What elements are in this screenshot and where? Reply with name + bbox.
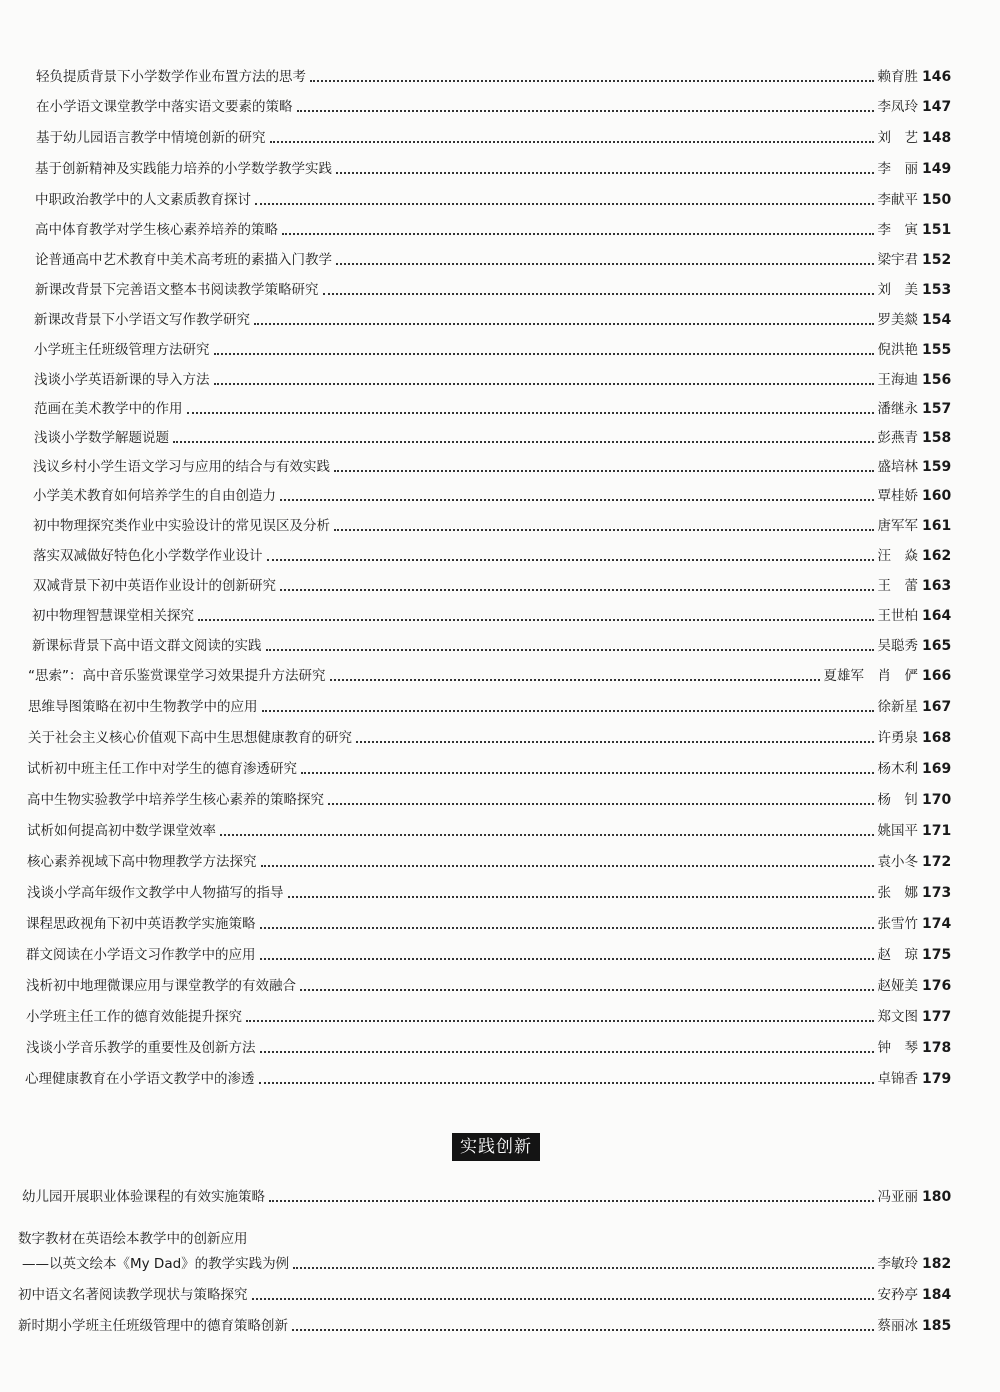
entry-page-number: 171 <box>922 823 952 839</box>
entry-author: 冯亚丽 <box>877 1189 918 1205</box>
dot-leader <box>328 803 874 805</box>
entry-page-number: 150 <box>922 192 952 208</box>
dot-leader <box>259 1082 874 1084</box>
dot-leader <box>297 110 874 112</box>
entry-author: 覃桂娇 <box>877 488 918 504</box>
entry-page-number: 164 <box>922 608 952 624</box>
entry-title: 小学班主任工作的德育效能提升探究 <box>26 1009 242 1025</box>
dot-leader <box>282 233 874 235</box>
entry-title: 中职政治教学中的人文素质教育探讨 <box>35 192 251 208</box>
entry-author: 赖育胜 <box>877 69 918 85</box>
entry-title: ——以英文绘本《My Dad》的教学实践为例 <box>22 1256 290 1272</box>
entry-page-number: 162 <box>922 548 952 564</box>
toc-entry[interactable] <box>27 876 952 902</box>
entry-author: 倪洪艳 <box>877 342 918 358</box>
entry-title: 思维导图策略在初中生物教学中的应用 <box>28 699 258 715</box>
toc-entry-main-title[interactable] <box>18 1222 248 1248</box>
entry-title: 落实双减做好特色化小学数学作业设计 <box>33 548 263 564</box>
toc-entry[interactable] <box>35 273 952 299</box>
entry-author: 汪 焱 <box>877 548 918 564</box>
toc-entry[interactable] <box>35 213 952 239</box>
entry-title: 新课改背景下小学语文写作教学研究 <box>34 312 250 328</box>
entry-title: 浅谈小学音乐教学的重要性及创新方法 <box>26 1040 256 1056</box>
dot-leader <box>198 619 874 621</box>
entry-page-number: 155 <box>922 342 952 358</box>
entry-author: 张 娜 <box>877 885 918 901</box>
toc-entry[interactable] <box>33 450 952 476</box>
entry-author: 郑文图 <box>877 1009 918 1025</box>
entry-author: 潘继永 <box>877 401 918 417</box>
dot-leader <box>330 679 820 681</box>
entry-author: 蔡丽冰 <box>877 1318 918 1334</box>
entry-page-number: 152 <box>922 252 952 268</box>
toc-entry[interactable] <box>27 783 952 809</box>
entry-title: 初中物理智慧课堂相关探究 <box>32 608 194 624</box>
dot-leader <box>254 323 874 325</box>
toc-entry[interactable] <box>22 1247 952 1273</box>
entry-page-number: 147 <box>922 99 952 115</box>
entry-page-number: 176 <box>922 978 952 994</box>
entry-page-number: 185 <box>922 1318 952 1334</box>
entry-page-number: 153 <box>922 282 952 298</box>
toc-entry[interactable] <box>26 938 952 964</box>
toc-entry[interactable] <box>34 421 952 447</box>
toc-entry[interactable] <box>32 629 952 655</box>
entry-title: 幼儿园开展职业体验课程的有效实施策略 <box>22 1189 265 1205</box>
entry-title: 初中语文名著阅读教学现状与策略探究 <box>18 1287 248 1303</box>
entry-title: 双减背景下初中英语作业设计的创新研究 <box>33 578 276 594</box>
dot-leader <box>334 529 874 531</box>
entry-page-number: 169 <box>922 761 952 777</box>
entry-title: 初中物理探究类作业中实验设计的常见误区及分析 <box>33 518 330 534</box>
toc-entry[interactable] <box>33 509 952 535</box>
toc-entry[interactable] <box>34 303 952 329</box>
entry-page-number: 160 <box>922 488 952 504</box>
toc-entry[interactable] <box>36 90 952 116</box>
entry-page-number: 177 <box>922 1009 952 1025</box>
toc-entry[interactable] <box>18 1309 952 1335</box>
toc-entry[interactable] <box>34 333 952 359</box>
entry-page-number: 156 <box>922 372 952 388</box>
entry-page-number: 170 <box>922 792 952 808</box>
entry-title: 论普通高中艺术教育中美术高考班的素描入门教学 <box>35 252 332 268</box>
dot-leader <box>269 1200 874 1202</box>
dot-leader <box>336 263 874 265</box>
dot-leader <box>280 589 874 591</box>
entry-author: 王 蕾 <box>877 578 918 594</box>
entry-title: 关于社会主义核心价值观下高中生思想健康教育的研究 <box>28 730 352 746</box>
dot-leader <box>310 80 874 82</box>
dot-leader <box>292 1329 874 1331</box>
dot-leader <box>293 1267 873 1269</box>
dot-leader <box>288 896 874 898</box>
entry-page-number: 163 <box>922 578 952 594</box>
dot-leader <box>252 1298 874 1300</box>
entry-page-number: 161 <box>922 518 952 534</box>
entry-page-number: 180 <box>922 1189 952 1205</box>
entry-page-number: 154 <box>922 312 952 328</box>
entry-title: 数字教材在英语绘本教学中的创新应用 <box>18 1231 248 1247</box>
toc-entry[interactable] <box>28 721 952 747</box>
toc-entry[interactable] <box>32 599 952 625</box>
toc-entry[interactable] <box>36 60 952 86</box>
entry-author: 卓锦香 <box>877 1071 918 1087</box>
dot-leader <box>255 203 874 205</box>
entry-author: 唐军军 <box>877 518 918 534</box>
entry-title: 高中体育教学对学生核心素养培养的策略 <box>35 222 278 238</box>
entry-page-number: 166 <box>922 668 952 684</box>
entry-title: 基于幼儿园语言教学中情境创新的研究 <box>36 130 266 146</box>
toc-entry[interactable] <box>33 479 952 505</box>
dot-leader <box>187 412 874 414</box>
entry-title: 课程思政视角下初中英语教学实施策略 <box>26 916 256 932</box>
toc-entry[interactable] <box>35 183 952 209</box>
entry-author: 盛培林 <box>877 459 918 475</box>
entry-page-number: 151 <box>922 222 952 238</box>
entry-author: 杨 钊 <box>877 792 918 808</box>
toc-entry[interactable] <box>35 152 952 178</box>
toc-entry[interactable] <box>25 1062 952 1088</box>
entry-page-number: 165 <box>922 638 952 654</box>
entry-page-number: 173 <box>922 885 952 901</box>
entry-author: 王海迪 <box>877 372 918 388</box>
entry-author: 张雪竹 <box>877 916 918 932</box>
entry-author: 许勇泉 <box>877 730 918 746</box>
entry-page-number: 174 <box>922 916 952 932</box>
entry-author: 王世柏 <box>877 608 918 624</box>
entry-page-number: 167 <box>922 699 952 715</box>
dot-leader <box>220 834 874 836</box>
entry-author: 梁宇君 <box>877 252 918 268</box>
dot-leader <box>301 772 874 774</box>
entry-page-number: 168 <box>922 730 952 746</box>
dot-leader <box>266 649 874 651</box>
dot-leader <box>270 141 874 143</box>
entry-page-number: 182 <box>922 1256 952 1272</box>
entry-page-number: 157 <box>922 401 952 417</box>
dot-leader <box>260 1051 874 1053</box>
entry-author: 李敏玲 <box>877 1256 918 1272</box>
entry-author: 彭燕青 <box>877 430 918 446</box>
entry-author: 刘 艺 <box>877 130 918 146</box>
entry-author: 夏雄军 肖 俨 <box>823 668 918 684</box>
entry-title: 试析如何提高初中数学课堂效率 <box>27 823 216 839</box>
toc-entry[interactable] <box>26 1031 952 1057</box>
entry-title: 小学班主任班级管理方法研究 <box>34 342 210 358</box>
dot-leader <box>214 383 874 385</box>
entry-title: “思索”：高中音乐鉴赏课堂学习效果提升方法研究 <box>28 668 326 684</box>
entry-page-number: 159 <box>922 459 952 475</box>
entry-author: 罗美燚 <box>877 312 918 328</box>
entry-page-number: 179 <box>922 1071 952 1087</box>
entry-title: 新课标背景下高中语文群文阅读的实践 <box>32 638 262 654</box>
entry-title: 高中生物实验教学中培养学生核心素养的策略探究 <box>27 792 324 808</box>
toc-entry[interactable] <box>27 845 952 871</box>
toc-entry[interactable] <box>26 969 952 995</box>
entry-page-number: 149 <box>922 161 952 177</box>
toc-entry[interactable] <box>28 659 952 685</box>
dot-leader <box>334 470 874 472</box>
toc-entry[interactable] <box>27 814 952 840</box>
toc-entry[interactable] <box>36 121 952 147</box>
entry-title: 浅议乡村小学生语文学习与应用的结合与有效实践 <box>33 459 330 475</box>
entry-author: 刘 美 <box>877 282 918 298</box>
toc-entry[interactable] <box>26 1000 952 1026</box>
entry-author: 李献平 <box>877 192 918 208</box>
entry-title: 轻负提质背景下小学数学作业布置方法的思考 <box>36 69 306 85</box>
dot-leader <box>323 293 874 295</box>
entry-title: 范画在美术教学中的作用 <box>34 401 183 417</box>
dot-leader <box>173 441 874 443</box>
entry-page-number: 148 <box>922 130 952 146</box>
entry-page-number: 178 <box>922 1040 952 1056</box>
toc-entry[interactable] <box>22 1180 952 1206</box>
entry-author: 赵娅美 <box>877 978 918 994</box>
entry-page-number: 175 <box>922 947 952 963</box>
entry-title: 浅谈小学高年级作文教学中人物描写的指导 <box>27 885 284 901</box>
toc-entry[interactable] <box>34 363 952 389</box>
entry-title: 新时期小学班主任班级管理中的德育策略创新 <box>18 1318 288 1334</box>
toc-entry[interactable] <box>34 392 952 418</box>
toc-entry[interactable] <box>33 539 952 565</box>
toc-entry[interactable] <box>27 752 952 778</box>
toc-entry[interactable] <box>28 690 952 716</box>
entry-page-number: 184 <box>922 1287 952 1303</box>
dot-leader <box>246 1020 874 1022</box>
entry-title: 浅析初中地理微课应用与课堂教学的有效融合 <box>26 978 296 994</box>
dot-leader <box>262 710 874 712</box>
entry-title: 浅谈小学英语新课的导入方法 <box>34 372 210 388</box>
entry-author: 李 丽 <box>877 161 918 177</box>
entry-author: 姚国平 <box>877 823 918 839</box>
dot-leader <box>260 927 874 929</box>
toc-entry[interactable] <box>26 907 952 933</box>
entry-author: 钟 琴 <box>877 1040 918 1056</box>
entry-title: 新课改背景下完善语文整本书阅读教学策略研究 <box>35 282 319 298</box>
dot-leader <box>336 172 874 174</box>
entry-page-number: 158 <box>922 430 952 446</box>
entry-author: 安矜亭 <box>877 1287 918 1303</box>
entry-author: 吴聪秀 <box>877 638 918 654</box>
toc-entry[interactable] <box>35 243 952 269</box>
dot-leader <box>214 353 874 355</box>
entry-title: 试析初中班主任工作中对学生的德育渗透研究 <box>27 761 297 777</box>
dot-leader <box>300 989 874 991</box>
entry-title: 浅谈小学数学解题说题 <box>34 430 169 446</box>
dot-leader <box>261 865 874 867</box>
entry-page-number: 172 <box>922 854 952 870</box>
entry-author: 赵 琼 <box>877 947 918 963</box>
entry-title: 心理健康教育在小学语文教学中的渗透 <box>25 1071 255 1087</box>
dot-leader <box>267 559 874 561</box>
dot-leader <box>260 958 874 960</box>
entry-title: 群文阅读在小学语文习作教学中的应用 <box>26 947 256 963</box>
entry-author: 李 寅 <box>877 222 918 238</box>
dot-leader <box>280 499 874 501</box>
entry-title: 在小学语文课堂教学中落实语文要素的策略 <box>36 99 293 115</box>
entry-author: 杨木利 <box>877 761 918 777</box>
entry-author: 袁小冬 <box>877 854 918 870</box>
entry-title: 基于创新精神及实践能力培养的小学数学教学实践 <box>35 161 332 177</box>
dot-leader <box>356 741 874 743</box>
entry-title: 核心素养视域下高中物理教学方法探究 <box>27 854 257 870</box>
section-heading: 实践创新 <box>452 1133 540 1161</box>
entry-author: 徐新星 <box>877 699 918 715</box>
entry-title: 小学美术教育如何培养学生的自由创造力 <box>33 488 276 504</box>
toc-entry[interactable] <box>33 569 952 595</box>
entry-author: 李凤玲 <box>877 99 918 115</box>
toc-entry[interactable] <box>18 1278 952 1304</box>
entry-page-number: 146 <box>922 69 952 85</box>
